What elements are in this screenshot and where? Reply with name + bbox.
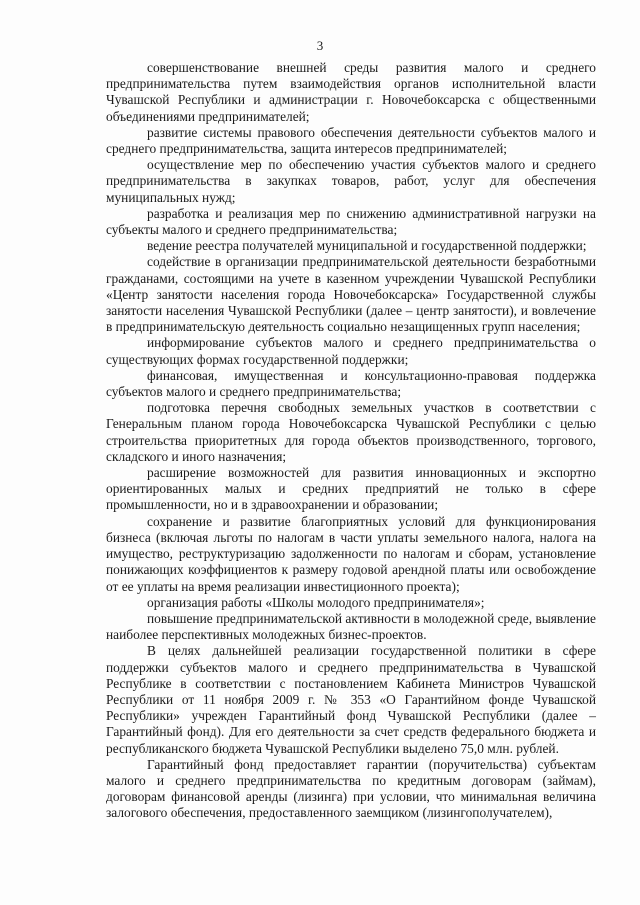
paragraph: совершенствование внешней среды развития малого и среднего предпринимательства путем взаимодействия органов исполнительной власти Чувашской Республики и администрации г. Новочебоксарска с общественными объединениями предпринимателей;	[106, 60, 596, 124]
paragraph: разработка и реализация мер по снижению административной нагрузки на субъекты малого и среднего предпринимательства;	[106, 205, 596, 238]
paragraph: расширение возможностей для развития инновационных и экспортно ориентированных малых и средних предприятий не только в сфере промышленности, но и в здравоохранении и образовании;	[106, 465, 596, 513]
paragraph: Гарантийный фонд предоставляет гарантии (поручительства) субъектам малого и среднего предпринимательства по кредитным договорам (займам), договорам финансовой аренды (лизинга) при условии, что минимальная величина залогового обеспечения, предоставленного заемщиком (лизингополучателем),	[106, 756, 596, 821]
paragraph: сохранение и развитие благоприятных условий для функционирования бизнеса (включая льготы по налогам в части уплаты земельного налога, налога на имущество, реструктуризацию задолженности по налогам и сборам, установление понижающих коэффициентов к размеру годовой арендной платы или освобождение от ее уплаты на время реализации инвестиционного проекта);	[106, 513, 596, 594]
paragraph: подготовка перечня свободных земельных участков в соответствии с Генеральным планом города Новочебоксарска Чувашской Республики с целью строительства приоритетных для города объектов производственного, торгового, складского и иного назначения;	[106, 400, 596, 464]
paragraph: ведение реестра получателей муниципальной и государственной поддержки;	[147, 238, 587, 254]
paragraph: содействие в организации предпринимательской деятельности безработными гражданами, состоящими на учете в казенном учреждении Чувашской Республики «Центр занятости населения города Новочебоксарска» Государственной службы занятости населения Чувашской Республики (далее – центр занятости), и вовлечение в предпринимательскую деятельность социально незащищенных групп населения;	[106, 254, 596, 335]
paragraph: повышение предпринимательской активности в молодежной среде, выявление наиболее перспективных молодежных бизнес-проектов.	[106, 610, 596, 643]
paragraph: развитие системы правового обеспечения деятельности субъектов малого и среднего предпринимательства, защита интересов предпринимателей;	[106, 124, 596, 157]
paragraph: организация работы «Школы молодого предпринимателя»;	[147, 594, 485, 610]
paragraph: финансовая, имущественная и консультационно-правовая поддержка субъектов малого и среднего предпринимательства;	[106, 367, 596, 400]
document-body	[106, 60, 596, 822]
paragraph: осуществление мер по обеспечению участия субъектов малого и среднего предпринимательства в закупках товаров, работ, услуг для обеспечения муниципальных нужд;	[106, 157, 596, 205]
page-number: 3	[316, 38, 324, 53]
paragraph: информирование субъектов малого и среднего предпринимательства о существующих формах государственной поддержки;	[106, 335, 596, 367]
paragraph: В целях дальнейшей реализации государственной политики в сфере поддержки субъектов малого и среднего предпринимательства в Чувашской Республике в соответствии с постановлением Кабинета Министров Чувашской Республики от 11 ноября 2009 г. № 353 «О Гарантийном фонде Чувашской Республики» учрежден Гарантийный фонд Чувашской Республики (далее – Гарантийный фонд). Для его деятельности за счет средств федерального бюджета и республиканского бюджета Чувашской Республики выделено 75,0 млн. рублей.	[106, 643, 596, 756]
